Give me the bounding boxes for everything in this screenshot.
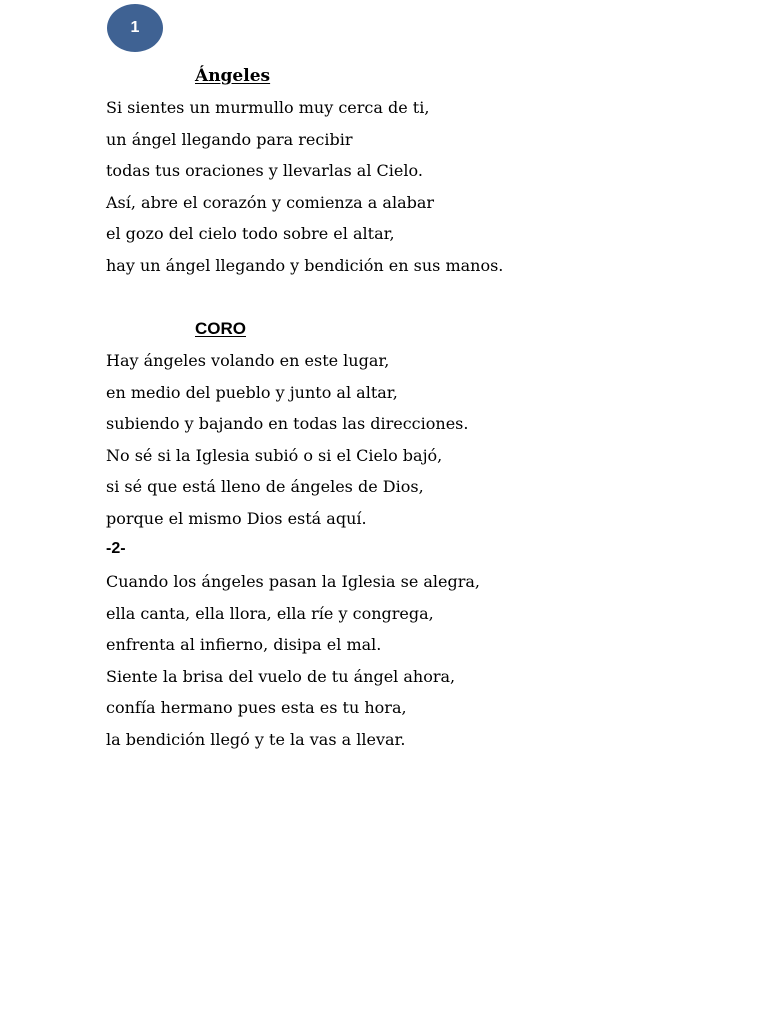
chorus-line: Hay ángeles volando en este lugar, (106, 351, 390, 370)
verse-line: el gozo del cielo todo sobre el altar, (106, 224, 395, 244)
verse-line: la bendición llegó y te la vas a llevar. (106, 729, 406, 749)
page-number: 1 (130, 19, 140, 36)
verse-2 (106, 566, 480, 756)
chorus (106, 345, 468, 535)
chorus-line: porque el mismo Dios está aquí. (106, 508, 367, 528)
verse-line: todas tus oraciones y llevarlas al Cielo. (106, 161, 423, 181)
verse-1 (106, 92, 503, 282)
chorus-line: si sé que está lleno de ángeles de Dios, (106, 477, 424, 497)
verse-line: Cuando los ángeles pasan la Iglesia se alegra, (106, 572, 481, 591)
chorus-line: en medio del pueblo y junto al altar, (106, 382, 398, 402)
chorus-line: No sé si la Iglesia subió o si el Cielo bajó, (106, 445, 443, 465)
page-number-badge (107, 4, 163, 52)
verse-line: enfrenta al infierno, disipa el mal. (106, 635, 382, 655)
section-marker: -2- (106, 540, 126, 557)
verse-line: Así, abre el corazón y comienza a alabar (106, 192, 435, 212)
chorus-line: subiendo y bajando en todas las direcciones. (106, 414, 469, 434)
verse-line: un ángel llegando para recibir (106, 129, 353, 149)
verse-line: Si sientes un murmullo muy cerca de ti, (106, 98, 430, 117)
verse-line: ella canta, ella llora, ella ríe y congrega, (106, 603, 434, 623)
chorus-heading: CORO (195, 319, 246, 338)
verse-line: hay un ángel llegando y bendición en sus manos. (106, 255, 504, 275)
verse-line: Siente la brisa del vuelo de tu ángel ahora, (106, 666, 456, 686)
song-title: Ángeles (195, 66, 271, 86)
verse-line: confía hermano pues esta es tu hora, (106, 698, 407, 718)
